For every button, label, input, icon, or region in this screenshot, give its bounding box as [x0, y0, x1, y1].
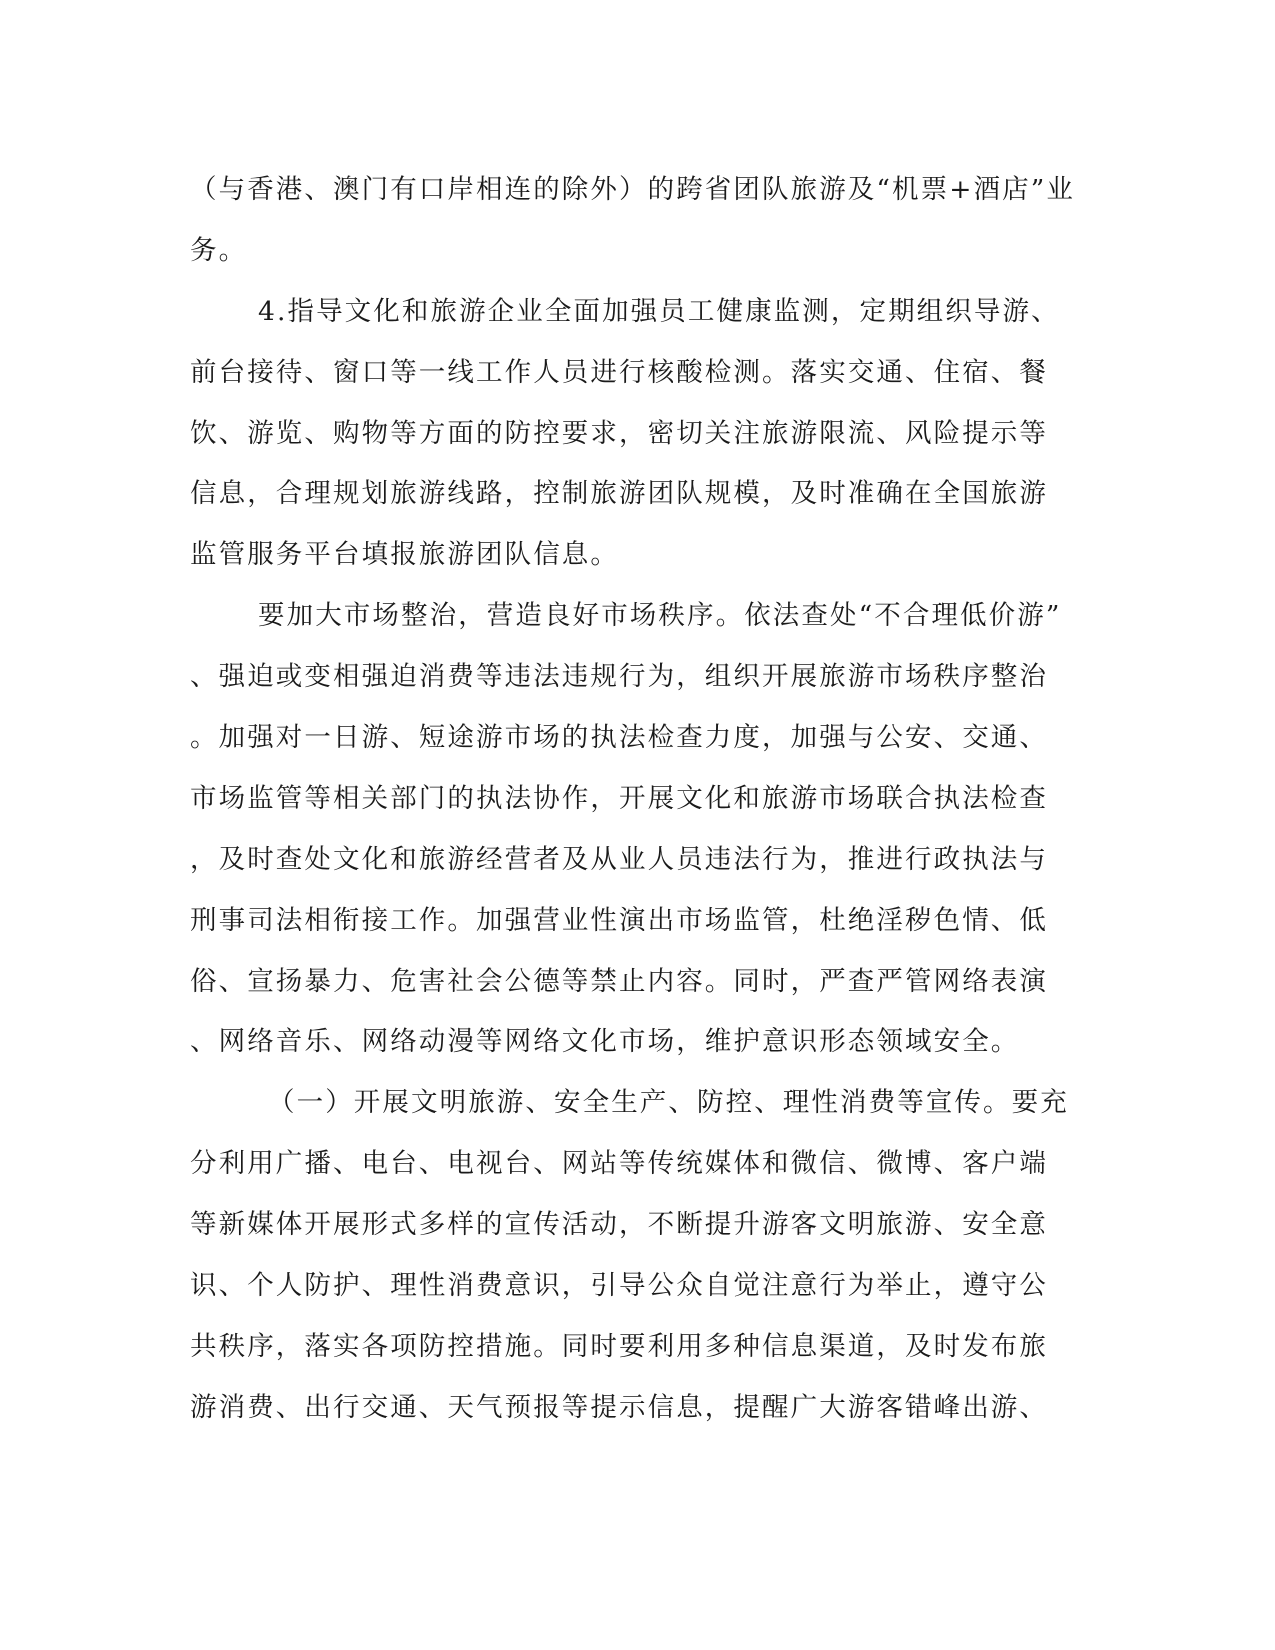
- text-line: 刑事司法相衔接工作。加强营业性演出市场监管，杜绝淫秽色情、低: [190, 904, 1048, 936]
- text-line: 共秩序，落实各项防控措施。同时要利用多种信息渠道，及时发布旅: [190, 1330, 1048, 1362]
- text-line: ，及时查处文化和旅游经营者及从业人员违法行为，推进行政执法与: [190, 843, 1048, 875]
- text-line: 、强迫或变相强迫消费等违法违规行为，组织开展旅游市场秩序整治: [190, 661, 1048, 693]
- text-line: 游消费、出行交通、天气预报等提示信息，提醒广大游客错峰出游、: [190, 1391, 1048, 1423]
- text-line: 要加大市场整治，营造良好市场秩序。依法查处“不合理低价游”: [258, 600, 1062, 632]
- text-line: 4.指导文化和旅游企业全面加强员工健康监测，定期组织导游、: [258, 295, 1060, 327]
- text-line: 。加强对一日游、短途游市场的执法检查力度，加强与公安、交通、: [190, 722, 1048, 754]
- text-line: 识、个人防护、理性消费意识，引导公众自觉注意行为举止，遵守公: [190, 1270, 1048, 1302]
- text-line: 信息，合理规划旅游线路，控制旅游团队规模，及时准确在全国旅游: [190, 478, 1048, 510]
- text-line: （一）开展文明旅游、安全生产、防控、理性消费等宣传。要充: [268, 1087, 1069, 1119]
- text-line: 饮、游览、购物等方面的防控要求，密切关注旅游限流、风险提示等: [190, 417, 1048, 449]
- text-line: 市场监管等相关部门的执法协作，开展文化和旅游市场联合执法检查: [190, 782, 1048, 814]
- text-line: 前台接待、窗口等一线工作人员进行核酸检测。落实交通、住宿、餐: [190, 356, 1048, 388]
- text-line: 等新媒体开展形式多样的宣传活动，不断提升游客文明旅游、安全意: [190, 1209, 1048, 1241]
- text-line: （与香港、澳门有口岸相连的除外）的跨省团队旅游及“机票+酒店”业: [190, 174, 1075, 205]
- body-text: [190, 160, 1075, 1439]
- text-line: 分利用广播、电台、电视台、网站等传统媒体和微信、微博、客户端: [190, 1148, 1048, 1180]
- text-line: 俗、宣扬暴力、危害社会公德等禁止内容。同时，严查严管网络表演: [190, 965, 1048, 997]
- text-line: 监管服务平台填报旅游团队信息。: [190, 539, 619, 571]
- text-line: 、网络音乐、网络动漫等网络文化市场，维护意识形态领域安全。: [190, 1026, 1020, 1058]
- text-line: 务。: [190, 234, 248, 266]
